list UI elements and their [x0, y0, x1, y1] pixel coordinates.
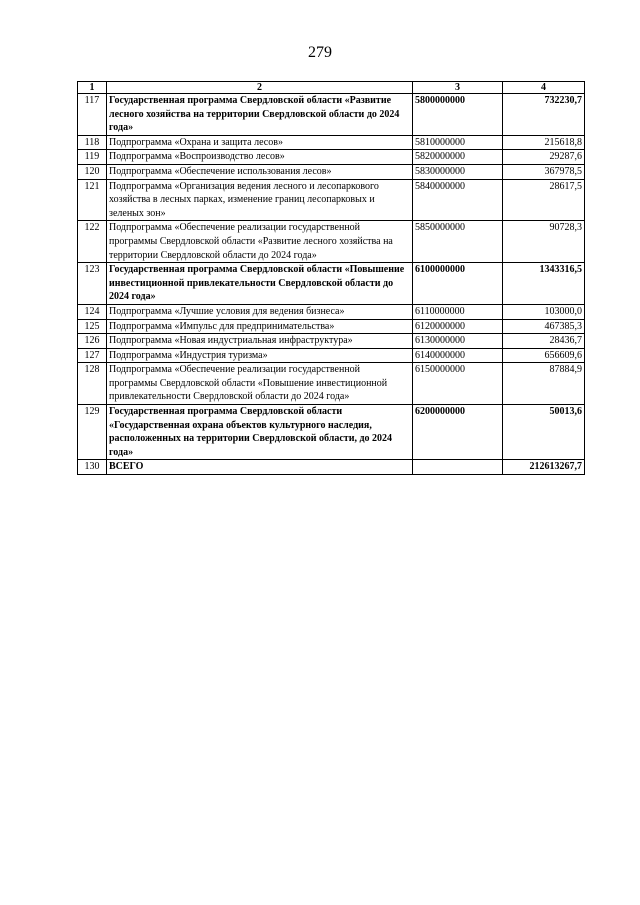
table-header-row — [78, 82, 585, 94]
table-row — [78, 164, 585, 179]
row-name: Подпрограмма «Обеспечение реализации государственной программы Свердловской области «Развитие лесного хозяйства на территории Свердловской области до 2024 года» — [107, 221, 413, 263]
row-name: Подпрограмма «Импульс для предпринимательства» — [107, 319, 413, 334]
row-amount: 90728,3 — [503, 221, 585, 263]
table-body — [78, 94, 585, 475]
table-row — [78, 94, 585, 136]
row-number: 127 — [78, 348, 107, 363]
table-row — [78, 263, 585, 305]
row-name: Государственная программа Свердловской области «Развитие лесного хозяйства на территории Свердловской области до 2024 года» — [107, 94, 413, 136]
column-header-2: 2 — [107, 82, 413, 94]
row-code: 6130000000 — [413, 334, 503, 349]
row-number: 120 — [78, 164, 107, 179]
row-code: 6120000000 — [413, 319, 503, 334]
row-amount: 656609,6 — [503, 348, 585, 363]
row-code: 5820000000 — [413, 150, 503, 165]
column-header-3: 3 — [413, 82, 503, 94]
table-row — [78, 150, 585, 165]
row-number: 126 — [78, 334, 107, 349]
table-row — [78, 179, 585, 221]
row-amount: 215618,8 — [503, 135, 585, 150]
table-row — [78, 135, 585, 150]
row-name: Подпрограмма «Охрана и защита лесов» — [107, 135, 413, 150]
row-number: 123 — [78, 263, 107, 305]
row-amount: 87884,9 — [503, 363, 585, 405]
row-amount: 50013,6 — [503, 405, 585, 460]
row-code: 5800000000 — [413, 94, 503, 136]
row-amount: 732230,7 — [503, 94, 585, 136]
row-amount: 1343316,5 — [503, 263, 585, 305]
row-code: 5830000000 — [413, 164, 503, 179]
row-number: 129 — [78, 405, 107, 460]
row-code: 6140000000 — [413, 348, 503, 363]
page-number: 279 — [308, 44, 332, 61]
table-row — [78, 405, 585, 460]
row-name: Государственная программа Свердловской области «Повышение инвестиционной привлекательности Свердловской области до 2024 года» — [107, 263, 413, 305]
row-number: 130 — [78, 460, 107, 475]
row-code: 6150000000 — [413, 363, 503, 405]
row-number: 128 — [78, 363, 107, 405]
row-amount: 29287,6 — [503, 150, 585, 165]
row-name: Подпрограмма «Организация ведения лесного и лесопаркового хозяйства в лесных парках, изменение границ лесопарковых и зеленых зон» — [107, 179, 413, 221]
row-code: 6100000000 — [413, 263, 503, 305]
row-name: Подпрограмма «Индустрия туризма» — [107, 348, 413, 363]
row-number: 118 — [78, 135, 107, 150]
table-row — [78, 304, 585, 319]
row-name: Подпрограмма «Обеспечение реализации государственной программы Свердловской области «Повышение инвестиционной привлекательности Свердловской области до 2024 года» — [107, 363, 413, 405]
row-number: 122 — [78, 221, 107, 263]
row-code: 6110000000 — [413, 304, 503, 319]
row-amount: 467385,3 — [503, 319, 585, 334]
row-name: Подпрограмма «Новая индустриальная инфраструктура» — [107, 334, 413, 349]
row-amount: 367978,5 — [503, 164, 585, 179]
column-header-4: 4 — [503, 82, 585, 94]
row-number: 125 — [78, 319, 107, 334]
row-code: 5840000000 — [413, 179, 503, 221]
row-code: 6200000000 — [413, 405, 503, 460]
row-name: Подпрограмма «Воспроизводство лесов» — [107, 150, 413, 165]
row-name: Подпрограмма «Лучшие условия для ведения бизнеса» — [107, 304, 413, 319]
row-number: 117 — [78, 94, 107, 136]
row-number: 121 — [78, 179, 107, 221]
table-row — [78, 334, 585, 349]
row-code: 5850000000 — [413, 221, 503, 263]
row-name: Подпрограмма «Обеспечение использования лесов» — [107, 164, 413, 179]
budget-table — [77, 81, 585, 475]
row-number: 124 — [78, 304, 107, 319]
table-row — [78, 319, 585, 334]
table-row — [78, 460, 585, 475]
row-name: ВСЕГО — [107, 460, 413, 475]
row-amount: 28617,5 — [503, 179, 585, 221]
table-row — [78, 363, 585, 405]
row-amount: 212613267,7 — [503, 460, 585, 475]
row-code: 5810000000 — [413, 135, 503, 150]
row-code — [413, 460, 503, 475]
row-amount: 28436,7 — [503, 334, 585, 349]
table-row — [78, 348, 585, 363]
row-name: Государственная программа Свердловской области «Государственная охрана объектов культурного наследия, расположенных на территории Свердловской области, до 2024 года» — [107, 405, 413, 460]
table-row — [78, 221, 585, 263]
column-header-1: 1 — [78, 82, 107, 94]
row-number: 119 — [78, 150, 107, 165]
row-amount: 103000,0 — [503, 304, 585, 319]
